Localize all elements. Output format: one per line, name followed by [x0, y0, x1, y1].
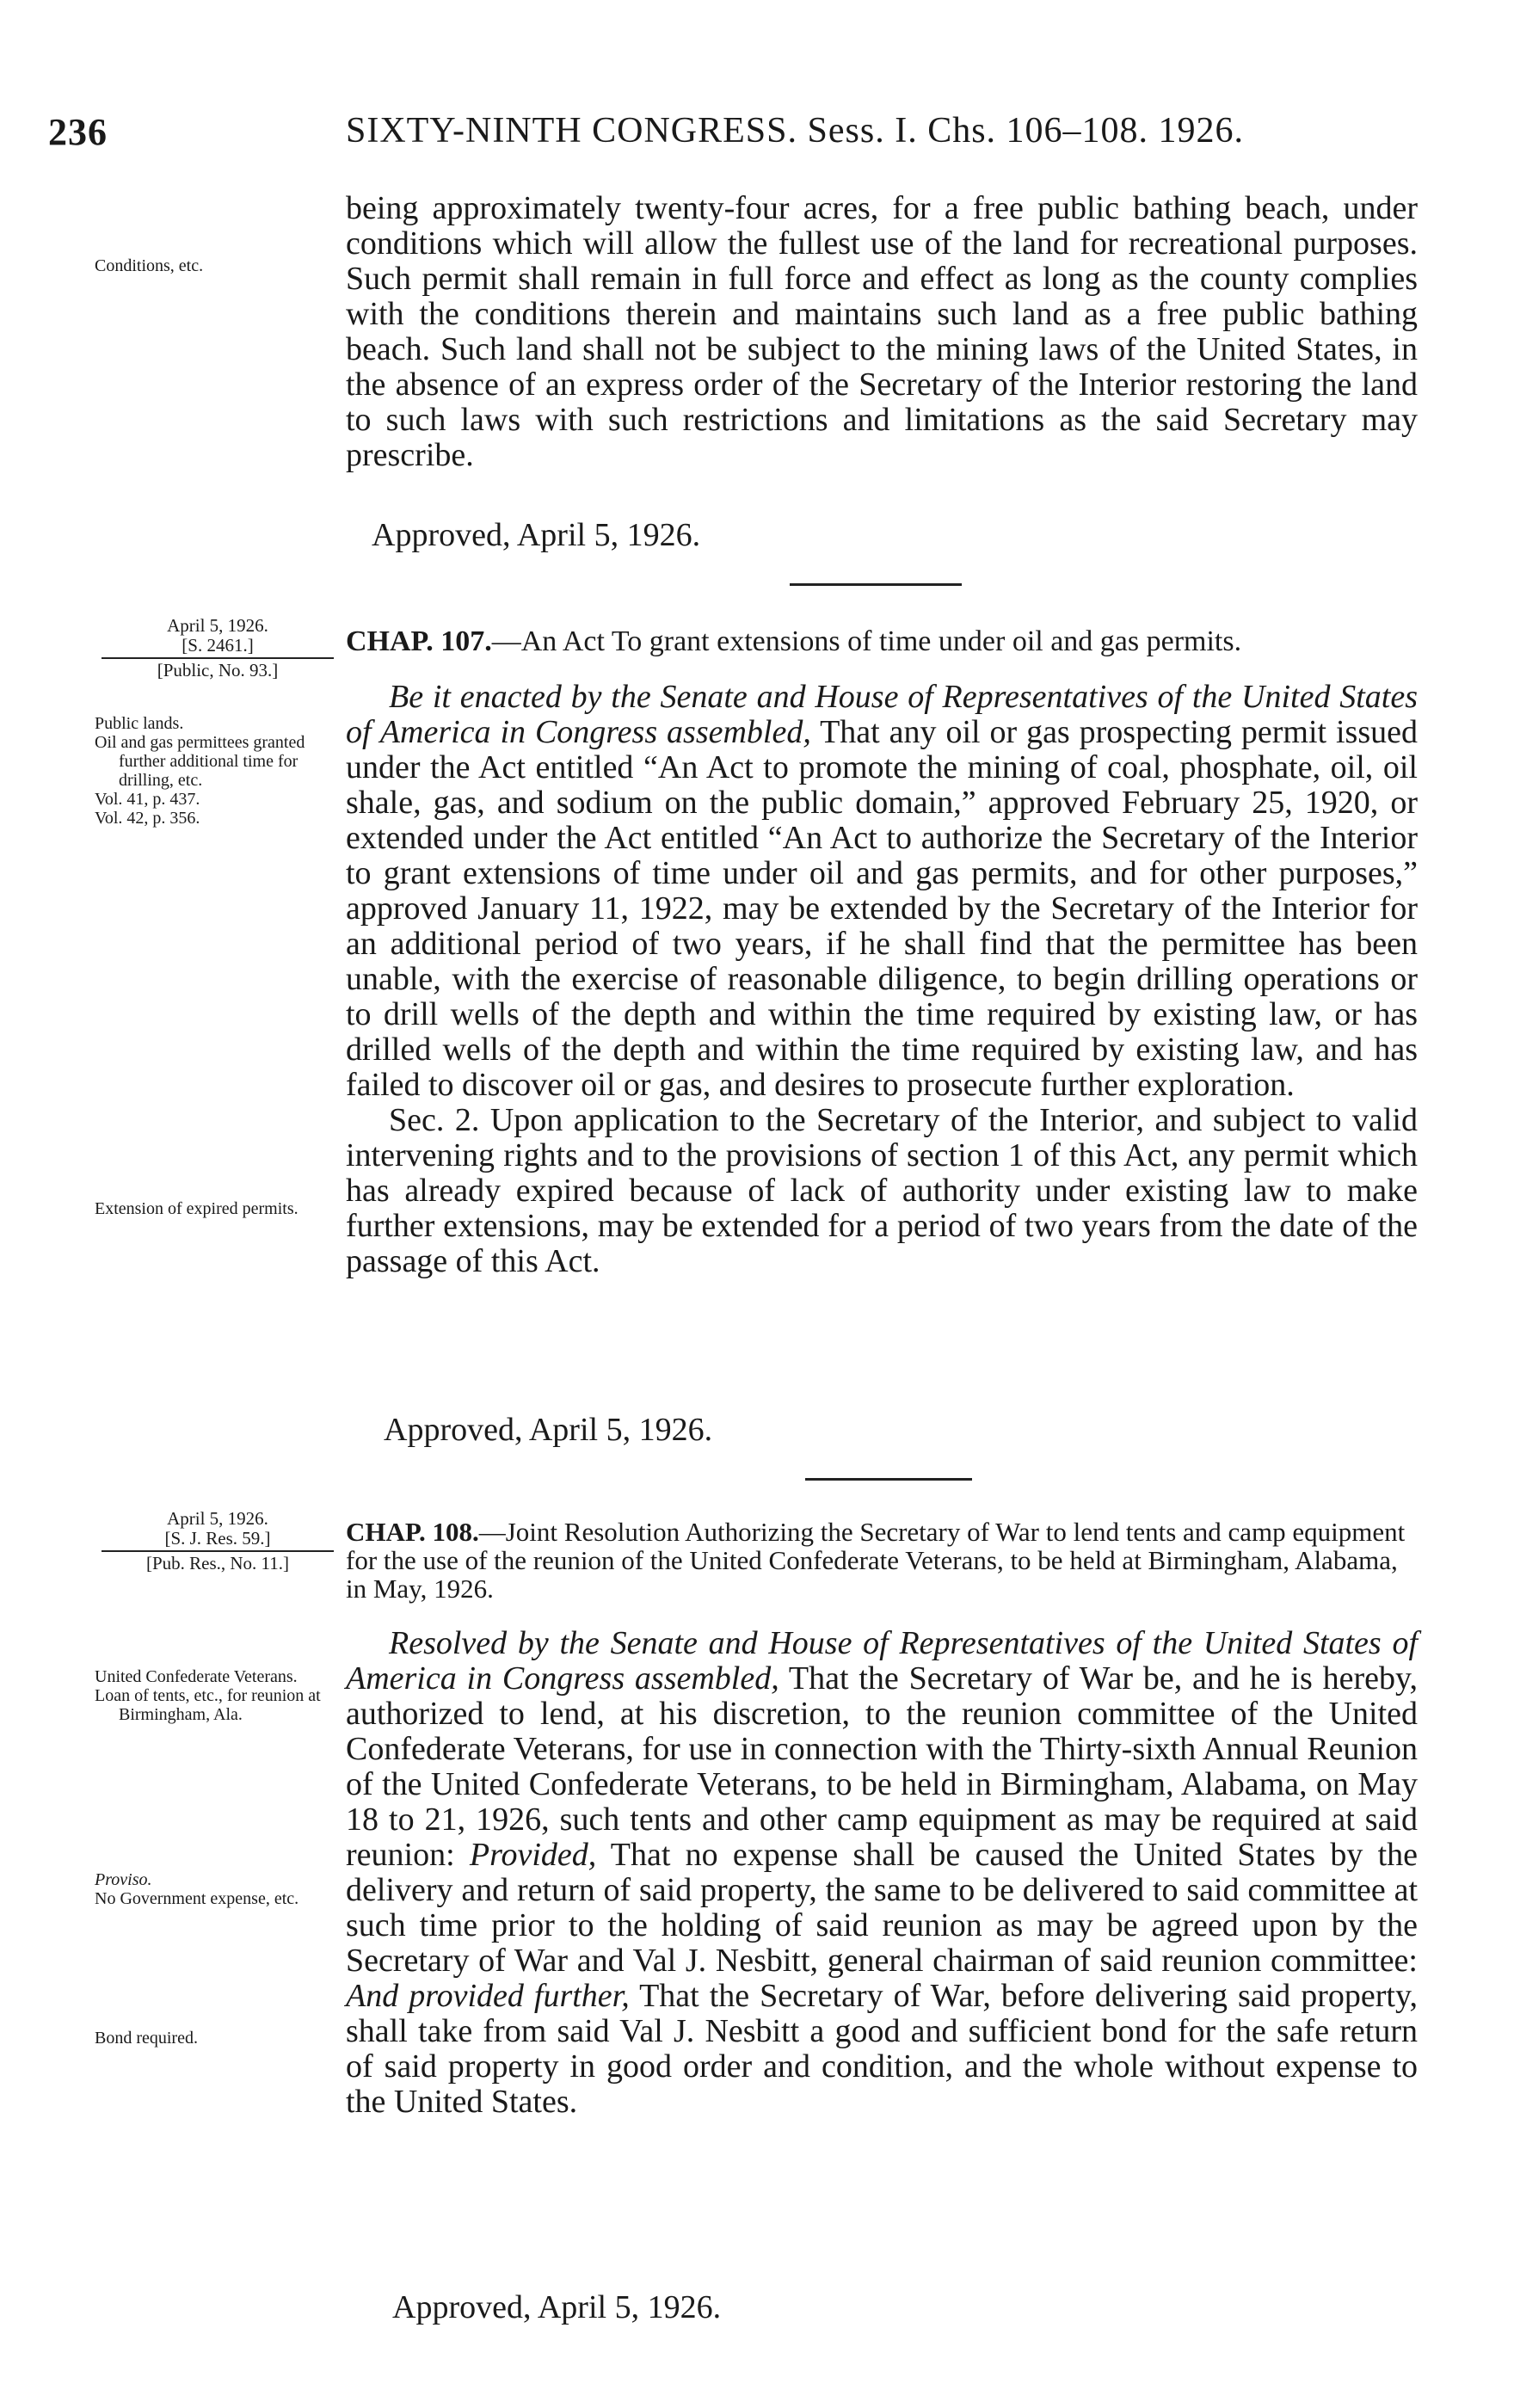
ch108-heading [346, 1518, 1418, 1603]
ch108-bill: [S. J. Res. 59.] [164, 1528, 271, 1549]
note-vol41: Vol. 41, p. 437. [95, 790, 200, 809]
ch108-provided-2: And provided further, [346, 1978, 630, 2014]
ch107-approved: Approved, April 5, 1926. [384, 1412, 713, 1448]
section-divider [790, 583, 962, 586]
ch107-text [346, 680, 1418, 1279]
ch107-enacting-clause: Be it enacted by the Senate and House of Representatives of the United States of America in Congress assembled, [346, 679, 1418, 750]
ch107-section1 [346, 680, 1418, 1103]
ch107-notes [95, 714, 335, 828]
ch107-chap-title: —An Act To grant extensions of time under oil and gas permits. [491, 625, 1242, 657]
ch108-sidebox [102, 1509, 334, 1574]
ch106-approved: Approved, April 5, 1926. [372, 517, 701, 553]
ch107-date: April 5, 1926. [167, 615, 268, 636]
note-no-expense: No Government expense, etc. [95, 1889, 299, 1908]
sidebox-rule [102, 1550, 334, 1552]
ch106-text [346, 191, 1418, 473]
ch106-paragraph: being approximately twenty-four acres, for a free public bathing beach, under conditions which will allow the fullest use of the land for recreational purposes. Such permit shall remain in full force and effect as long as the county complies with the conditions therein and maintains such land as a free public bathing beach. Such land shall not be subject to the mining laws of the United States, in the absence of an express order of the Secretary of the Interior restoring the land to such laws with such restrictions and limitations as the said Secretary may prescribe. [346, 190, 1418, 473]
page-number: 236 [48, 111, 108, 153]
ch108-resolving-clause: Resolved by the Senate and House of Representatives of the United States of America in Congress assembled, [346, 1625, 1418, 1697]
ch108-text-a: That the Secretary of War be, and he is hereby, authorized to lend, at his discretion, to the reunion committee of the United Confederate Veterans, for use in connection with the Thirty-sixth Annual Reunion of the United Confederate Veterans, to be held in Birmingham, Alabama, on May 18 to 21, 1926, such tents and other camp equipment as may be required at said reunion: [346, 1660, 1418, 1873]
running-title: SIXTY-NINTH CONGRESS. Sess. I. Chs. 106–108. 1926. [346, 111, 1245, 151]
note-oil-gas: Oil and gas permittees granted further additional time for drilling, etc. [95, 733, 305, 790]
note-bond: Bond required. [95, 2029, 198, 2048]
ch108-resolution [346, 1626, 1418, 2120]
ch107-chap-label: CHAP. 107. [346, 625, 492, 657]
ch107-sidebox [102, 616, 334, 681]
ch107-bill: [S. 2461.] [182, 635, 254, 656]
ch108-text-c: That the Secretary of War, before delivering said property, shall take from said Val J. Nesbitt a good and sufficient bond for the safe return of said property in good order and condition, and the whole without expense to the United States. [346, 1978, 1418, 2120]
section-divider [805, 1478, 972, 1481]
ch108-chap-label: CHAP. 108. [346, 1517, 479, 1547]
note-extension: Extension of expired permits. [95, 1199, 298, 1218]
page-header [0, 110, 1514, 162]
note-vol42: Vol. 42, p. 356. [95, 809, 200, 828]
note-veterans: United Confederate Veterans. [95, 1667, 298, 1686]
ch108-notes-b [95, 1870, 335, 1908]
ch108-text-b: That no expense shall be caused the United States by the delivery and return of said property, the same to be delivered to said committee at such time prior to the holding of said reunion as may be agreed upon by the Secretary of War and Val J. Nesbitt, general chairman of said reunion committee: [346, 1837, 1418, 1979]
ch107-heading [346, 626, 1418, 657]
ch108-public-res: [Pub. Res., No. 11.] [145, 1553, 290, 1574]
sidebox-rule [102, 657, 334, 659]
note-public-lands: Public lands. [95, 714, 184, 733]
ch108-provided-1: Provided, [469, 1837, 597, 1873]
ch107-public-no: [Public, No. 93.] [157, 660, 279, 681]
ch107-section2: Sec. 2. Upon application to the Secretary of the Interior, and subject to valid intervening rights and to the provisions of section 1 of this Act, any permit which has already expired because of lack of authority under existing law to make further extensions, may be extended for a period of two years from the date of the passage of this Act. [346, 1102, 1418, 1279]
margin-note-conditions: Conditions, etc. [95, 256, 204, 275]
ch108-chap-title: —Joint Resolution Authorizing the Secretary of War to lend tents and camp equipment for the use of the reunion of the United Confederate Veterans, to be held at Birmingham, Alabama, in May, 1926. [346, 1517, 1406, 1604]
note-proviso: Proviso. [95, 1870, 152, 1889]
ch108-approved: Approved, April 5, 1926. [392, 2289, 722, 2325]
ch108-notes-a [95, 1667, 335, 1724]
note-loan: Loan of tents, etc., for reunion at Birmingham, Ala. [95, 1686, 321, 1724]
ch108-date: April 5, 1926. [167, 1508, 268, 1529]
ch107-section1-text: That any oil or gas prospecting permit issued under the Act entitled “An Act to promote the mining of coal, phosphate, oil, oil shale, gas, and sodium on the public domain,” approved February 25, 1920, or extended under the Act entitled “An Act to authorize the Secretary of the Interior to grant extensions of time under oil and gas permits, and for other purposes,” approved January 11, 1922, may be extended by the Secretary of the Interior for an additional period of two years, if he shall find that the permittee has been unable, with the exercise of reasonable diligence, to begin drilling operations or to drill wells of the depth and within the time required by existing law, or has drilled wells of the depth and within the time required by existing law, and has failed to discover oil or gas, and desires to prosecute further exploration. [346, 714, 1418, 1103]
ch108-text [346, 1626, 1418, 2120]
